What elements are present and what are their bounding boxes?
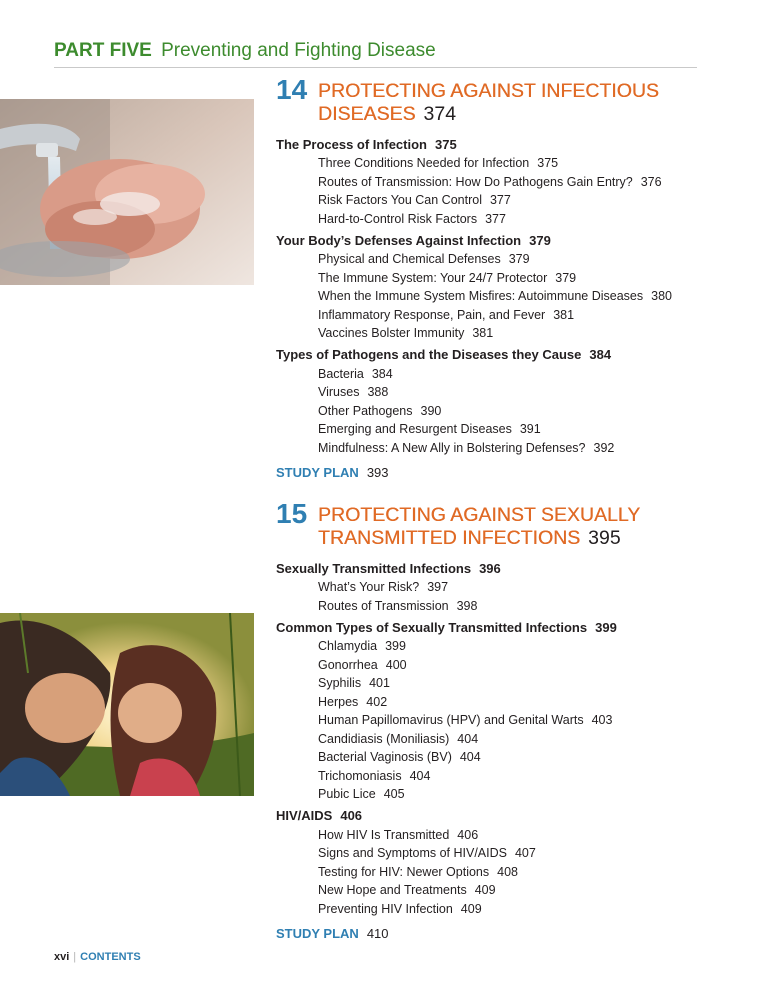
item-page: 403 bbox=[591, 713, 613, 727]
item-text: Physical and Chemical Defenses bbox=[318, 252, 501, 266]
item-text: Signs and Symptoms of HIV/AIDS bbox=[318, 846, 507, 860]
section-title: Common Types of Sexually Transmitted Infections bbox=[276, 619, 588, 635]
item-page: 409 bbox=[460, 901, 482, 916]
item-text: Other Pathogens bbox=[318, 403, 413, 418]
list-item[interactable] bbox=[276, 674, 746, 693]
section-title: Sexually Transmitted Infections bbox=[276, 560, 472, 576]
item-text: Risk Factors You Can Control bbox=[318, 193, 482, 207]
section-page: 399 bbox=[595, 619, 617, 635]
list-item[interactable] bbox=[276, 420, 746, 439]
chapter-title-line2: DISEASES bbox=[318, 103, 416, 125]
list-item[interactable] bbox=[276, 250, 746, 269]
section-page: 396 bbox=[479, 560, 501, 576]
chapter-title bbox=[318, 80, 659, 126]
section-page: 375 bbox=[434, 136, 457, 152]
list-item[interactable] bbox=[276, 656, 746, 675]
item-text: Vaccines Bolster Immunity bbox=[318, 326, 465, 340]
list-item[interactable] bbox=[276, 324, 746, 343]
item-text: Three Conditions Needed for Infection bbox=[318, 156, 530, 170]
item-page: 408 bbox=[497, 864, 518, 879]
item-page: 377 bbox=[489, 193, 511, 207]
item-text: Mindfulness: A New Ally in Bolstering Defenses? bbox=[318, 440, 586, 455]
list-item[interactable] bbox=[276, 578, 746, 597]
chapter-number: 14 bbox=[276, 74, 308, 105]
chapter-heading bbox=[276, 498, 746, 552]
chapter-page: 395 bbox=[588, 527, 621, 549]
item-text: Syphilis bbox=[318, 676, 362, 690]
section-heading[interactable] bbox=[276, 232, 746, 251]
item-page: 404 bbox=[459, 750, 481, 764]
chapter-title-line2: TRANSMITTED INFECTIONS bbox=[318, 527, 581, 549]
study-plan-label: STUDY PLAN bbox=[276, 465, 359, 480]
item-page: 398 bbox=[456, 598, 478, 613]
item-text: Trichomoniasis bbox=[318, 768, 402, 783]
item-text: Hard-to-Control Risk Factors bbox=[318, 211, 478, 226]
item-page: 381 bbox=[472, 326, 494, 340]
item-page: 375 bbox=[537, 156, 559, 170]
section-heading[interactable] bbox=[276, 560, 746, 579]
chapter-14 bbox=[276, 74, 746, 483]
item-page: 397 bbox=[427, 580, 449, 594]
item-page: 376 bbox=[640, 174, 662, 189]
section-title: Your Body’s Defenses Against Infection bbox=[276, 232, 522, 248]
item-text: Bacterial Vaginosis (BV) bbox=[318, 750, 452, 764]
item-text: When the Immune System Misfires: Autoimmune Diseases bbox=[318, 289, 644, 303]
item-page: 402 bbox=[366, 694, 388, 709]
study-plan[interactable] bbox=[276, 464, 746, 483]
list-item[interactable] bbox=[276, 826, 746, 845]
item-page: 404 bbox=[457, 731, 479, 746]
footer-contents-label: CONTENTS bbox=[80, 951, 141, 963]
list-item[interactable] bbox=[276, 173, 746, 192]
list-item[interactable] bbox=[276, 767, 746, 786]
list-item[interactable] bbox=[276, 383, 746, 402]
part-title: Preventing and Fighting Disease bbox=[161, 40, 436, 61]
chapter-15 bbox=[276, 498, 746, 944]
section-title: Types of Pathogens and the Diseases they Cause bbox=[276, 347, 582, 362]
item-text: Gonorrhea bbox=[318, 657, 378, 672]
item-page: 399 bbox=[385, 639, 406, 653]
chapter-number: 15 bbox=[276, 498, 308, 529]
chapter-title-line1: PROTECTING AGAINST INFECTIOUS bbox=[318, 80, 659, 102]
item-text: How HIV Is Transmitted bbox=[318, 827, 450, 842]
section-page: 384 bbox=[589, 347, 612, 362]
list-item[interactable] bbox=[276, 306, 746, 325]
page-footer bbox=[54, 951, 141, 963]
item-page: 400 bbox=[385, 657, 407, 672]
list-item[interactable] bbox=[276, 402, 746, 421]
list-item[interactable] bbox=[276, 844, 746, 863]
list-item[interactable] bbox=[276, 711, 746, 730]
chapter-page: 374 bbox=[423, 103, 457, 125]
list-item[interactable] bbox=[276, 210, 746, 229]
item-text: Pubic Lice bbox=[318, 787, 376, 801]
item-page: 392 bbox=[593, 440, 615, 455]
list-item[interactable] bbox=[276, 365, 746, 384]
section-heading[interactable] bbox=[276, 136, 746, 155]
item-text: Routes of Transmission: How Do Pathogens Gain Entry? bbox=[318, 174, 633, 189]
item-text: Inflammatory Response, Pain, and Fever bbox=[318, 307, 546, 322]
item-text: Human Papillomavirus (HPV) and Genital Warts bbox=[318, 713, 584, 727]
item-text: New Hope and Treatments bbox=[318, 883, 467, 897]
footer-divider: | bbox=[73, 951, 77, 963]
section-page: 406 bbox=[340, 808, 363, 823]
list-item[interactable] bbox=[276, 287, 746, 306]
list-item[interactable] bbox=[276, 693, 746, 712]
item-text: Herpes bbox=[318, 694, 359, 709]
study-plan-label: STUDY PLAN bbox=[276, 926, 359, 941]
list-item[interactable] bbox=[276, 597, 746, 616]
item-text: Emerging and Resurgent Diseases bbox=[318, 422, 512, 436]
item-page: 390 bbox=[420, 403, 442, 418]
page-folio: xvi bbox=[54, 951, 70, 963]
list-item[interactable] bbox=[276, 881, 746, 900]
study-plan-page: 410 bbox=[366, 926, 389, 941]
section-title: HIV/AIDS bbox=[276, 808, 333, 823]
item-page: 388 bbox=[367, 385, 389, 399]
item-text: What’s Your Risk? bbox=[318, 580, 420, 594]
study-plan[interactable] bbox=[276, 925, 746, 944]
section-heading[interactable] bbox=[276, 619, 746, 638]
list-item[interactable] bbox=[276, 637, 746, 656]
item-page: 407 bbox=[514, 846, 536, 860]
item-page: 401 bbox=[369, 676, 390, 690]
list-item[interactable] bbox=[276, 863, 746, 882]
study-plan-page: 393 bbox=[366, 465, 389, 480]
item-page: 380 bbox=[651, 289, 672, 303]
section-heading[interactable] bbox=[276, 807, 746, 826]
part-label: PART FIVE bbox=[54, 40, 152, 61]
section-heading[interactable] bbox=[276, 346, 746, 365]
item-text: Routes of Transmission bbox=[318, 598, 449, 613]
chapter-title-line1: PROTECTING AGAINST SEXUALLY bbox=[318, 504, 641, 526]
list-item[interactable] bbox=[276, 191, 746, 210]
item-page: 391 bbox=[519, 422, 541, 436]
couple-photo bbox=[0, 613, 254, 796]
list-item[interactable] bbox=[276, 269, 746, 288]
item-page: 379 bbox=[555, 270, 577, 285]
list-item[interactable] bbox=[276, 748, 746, 767]
item-text: Candidiasis (Moniliasis) bbox=[318, 731, 450, 746]
chapter-heading bbox=[276, 74, 746, 128]
item-page: 405 bbox=[383, 787, 405, 801]
chapter-title bbox=[318, 504, 640, 550]
item-page: 381 bbox=[553, 307, 575, 322]
list-item[interactable] bbox=[276, 439, 746, 458]
item-page: 409 bbox=[474, 883, 496, 897]
section-page: 379 bbox=[529, 232, 551, 248]
item-page: 384 bbox=[371, 366, 393, 381]
item-text: Testing for HIV: Newer Options bbox=[318, 864, 490, 879]
list-item[interactable] bbox=[276, 154, 746, 173]
part-header bbox=[54, 40, 697, 68]
section-title: The Process of Infection bbox=[276, 136, 427, 152]
item-text: Chlamydia bbox=[318, 639, 378, 653]
list-item[interactable] bbox=[276, 900, 746, 919]
item-page: 404 bbox=[409, 768, 431, 783]
item-text: Viruses bbox=[318, 385, 360, 399]
list-item[interactable] bbox=[276, 730, 746, 749]
item-page: 406 bbox=[457, 827, 479, 842]
item-text: The Immune System: Your 24/7 Protector bbox=[318, 270, 548, 285]
item-text: Bacteria bbox=[318, 366, 364, 381]
item-text: Preventing HIV Infection bbox=[318, 901, 453, 916]
item-page: 377 bbox=[485, 211, 506, 226]
item-page: 379 bbox=[508, 252, 530, 266]
handwashing-photo bbox=[0, 99, 254, 285]
list-item[interactable] bbox=[276, 785, 746, 804]
